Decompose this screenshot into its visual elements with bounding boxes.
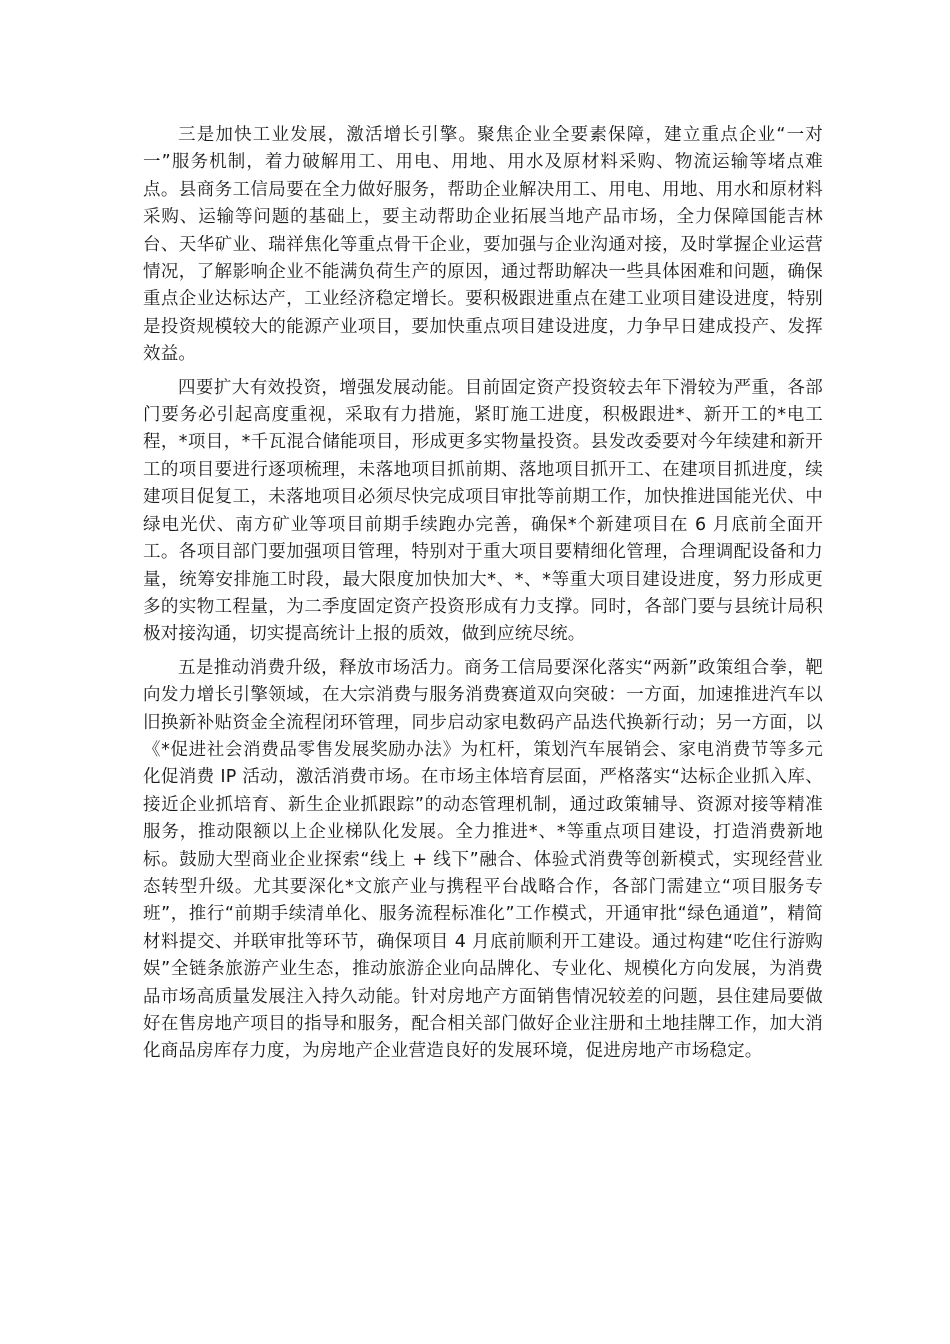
paragraph-investment: 四要扩大有效投资，增强发展动能。目前固定资产投资较去年下滑较为严重，各部门要务必引起高度重视，采取有力措施，紧盯施工进度，积极跟进*、新开工的*电工程，*项目，*千瓦混合储能项目，形成更多实物量投资。县发改委要对今年续建和新开工的项目要进行逐项梳理，未落地项目抓前期、落地项目抓开工、在建项目抓进度，续建项目促复工，未落地项目必须尽快完成项目审批等前期工作，加快推进国能光伏、中绿电光伏、南方矿业等项目前期手续跑办完善，确保*个新建项目在 6 月底前全面开工。各项目部门要加强项目管理，特别对于重大项目要精细化管理，合理调配设备和力量，统筹安排施工时段，最大限度加快加大*、*、*等重大项目建设进度，努力形成更多的实物工程量，为二季度固定资产投资形成有力支撑。同时，各部门要与县统计局积极对接沟通，切实提高统计上报的质效，做到应统尽统。 (143, 377, 823, 645)
paragraph-industry: 三是加快工业发展，激活增长引擎。聚焦企业全要素保障，建立重点企业“一对一”服务机制，着力破解用工、用电、用地、用水及原材料采购、物流运输等堵点难点。县商务工信局要在全力做好服务，帮助企业解决用工、用电、用地、用水和原材料采购、运输等问题的基础上，要主动帮助企业拓展当地产品市场，全力保障国能吉林台、天华矿业、瑞祥焦化等重点骨干企业，要加强与企业沟通对接，及时掌握企业运营情况，了解影响企业不能满负荷生产的原因，通过帮助解决一些具体困难和问题，确保重点企业达标达产，工业经济稳定增长。要积极跟进重点在建工业项目建设进度，特别是投资规模较大的能源产业项目，要加快重点项目建设进度，力争早日建成投产、发挥效益。 (143, 125, 823, 365)
paragraph-consumption: 五是推动消费升级，释放市场活力。商务工信局要深化落实“两新”政策组合拳，靶向发力增长引擎领域，在大宗消费与服务消费赛道双向突破：一方面，加速推进汽车以旧换新补贴资金全流程闭环管理，同步启动家电数码产品迭代换新行动；另一方面，以《*促进社会消费品零售发展奖励办法》为杠杆，策划汽车展销会、家电消费节等多元化促消费 IP 活动，激活消费市场。在市场主体培育层面，严格落实“达标企业抓入库、接近企业抓培育、新生企业抓跟踪”的动态管理机制，通过政策辅导、资源对接等精准服务，推动限额以上企业梯队化发展。全力推进*、*等重点项目建设，打造消费新地标。鼓励大型商业企业探索“线上 + 线下”融合、体验式消费等创新模式，实现经营业态转型升级。尤其要深化*文旅产业与携程平台战略合作，各部门需建立“项目服务专班”，推行“前期手续清单化、服务流程标准化”工作模式，开通审批“绿色通道”，精简材料提交、并联审批等环节，确保项目 4 月底前顺利开工建设。通过构建“吃住行游购娱”全链条旅游产业生态，推动旅游企业向品牌化、专业化、规模化方向发展，为消费品市场高质量发展注入持久动能。针对房地产方面销售情况较差的问题，县住建局要做好在售房地产项目的指导和服务，配合相关部门做好企业注册和土地挂牌工作，加大消化商品房库存力度，为房地产企业营造良好的发展环境，促进房地产市场稳定。 (143, 657, 823, 1062)
document-body (143, 122, 823, 1072)
